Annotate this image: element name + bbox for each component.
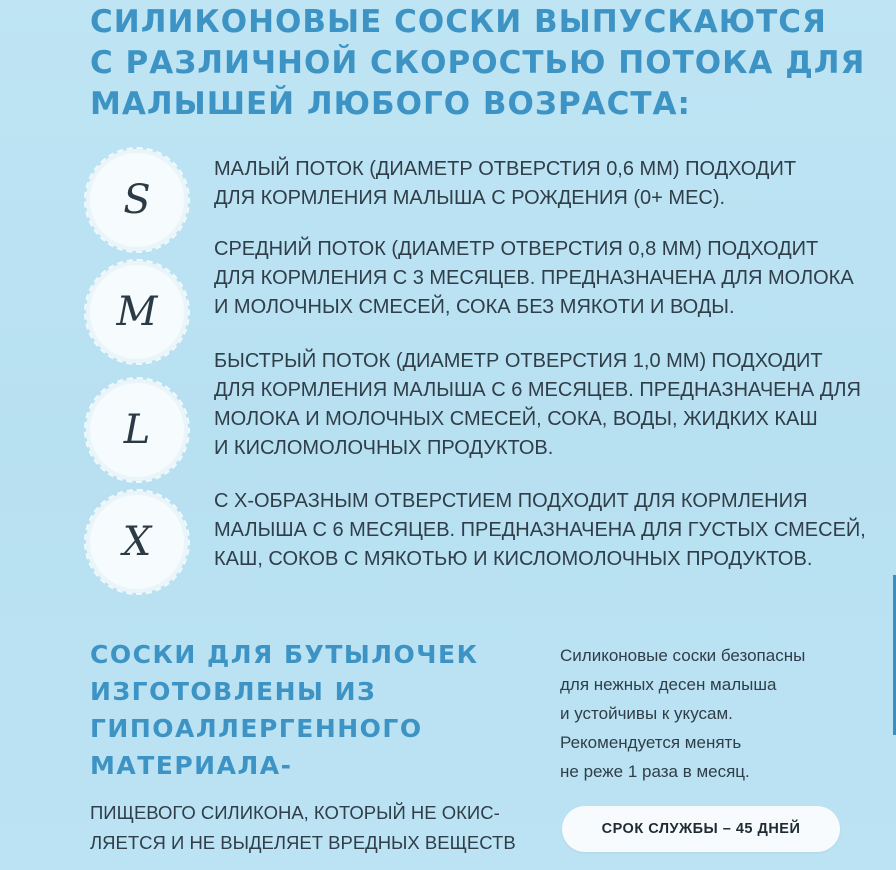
page-title <box>90 2 880 125</box>
size-letter: X <box>122 519 152 565</box>
note-line: и устойчивы к укусам. <box>560 704 733 723</box>
title-line: С РАЗЛИЧНОЙ СКОРОСТЬЮ ПОТОКА ДЛЯ <box>90 45 866 81</box>
flow-description <box>214 155 854 213</box>
flow-description <box>214 347 861 463</box>
service-life-label: СРОК СЛУЖБЫ – 45 ДНЕЙ <box>601 821 801 837</box>
size-letter: L <box>123 407 151 453</box>
title-line: МАЛЫШЕЙ ЛЮБОГО ВОЗРАСТА: <box>90 86 691 122</box>
size-letter: M <box>116 289 158 335</box>
size-badge-x <box>90 495 184 589</box>
size-badge-l <box>90 383 184 477</box>
heading-line: СОСКИ ДЛЯ БУТЫЛОЧЕК <box>90 640 479 669</box>
note-line: для нежных десен малыша <box>560 675 777 694</box>
description-line: ДЛЯ КОРМЛЕНИЯ МАЛЫША С 6 МЕСЯЦЕВ. ПРЕДНАЗНАЧЕНА ДЛЯ <box>214 379 861 401</box>
description-line: ДЛЯ КОРМЛЕНИЯ МАЛЫША С РОЖДЕНИЯ (0+ МЕС). <box>214 187 726 209</box>
note-line: Рекомендуется менять <box>560 733 742 752</box>
flow-description <box>214 235 854 322</box>
material-line: ЛЯЕТСЯ И НЕ ВЫДЕЛЯЕТ ВРЕДНЫХ ВЕЩЕСТВ <box>90 832 516 853</box>
material-description <box>90 798 530 858</box>
heading-line: ИЗГОТОВЛЕНЫ ИЗ <box>90 677 377 706</box>
heading-line: МАТЕРИАЛА- <box>90 751 293 780</box>
safety-note <box>560 641 860 786</box>
size-badge-m <box>90 265 184 359</box>
heading-line: ГИПОАЛЛЕРГЕННОГО <box>90 714 423 743</box>
note-line: Силиконовые соски безопасны <box>560 646 806 665</box>
size-badge-s <box>90 153 184 247</box>
description-line: И КИСЛОМОЛОЧНЫХ ПРОДУКТОВ. <box>214 437 554 459</box>
material-line: ПИЩЕВОГО СИЛИКОНА, КОТОРЫЙ НЕ ОКИС- <box>90 802 500 823</box>
flow-description <box>214 487 866 574</box>
description-line: МОЛОКА И МОЛОЧНЫХ СМЕСЕЙ, СОКА, ВОДЫ, ЖИДКИХ КАШ <box>214 408 818 430</box>
material-heading <box>90 636 530 784</box>
title-line: СИЛИКОНОВЫЕ СОСКИ ВЫПУСКАЮТСЯ <box>90 4 827 40</box>
description-line: СРЕДНИЙ ПОТОК (ДИАМЕТР ОТВЕРСТИЯ 0,8 ММ) ПОДХОДИТ <box>214 238 819 260</box>
description-line: МАЛЫША С 6 МЕСЯЦЕВ. ПРЕДНАЗНАЧЕНА ДЛЯ ГУСТЫХ СМЕСЕЙ, <box>214 519 866 541</box>
description-line: И МОЛОЧНЫХ СМЕСЕЙ, СОКА БЕЗ МЯКОТИ И ВОДЫ. <box>214 296 735 318</box>
description-line: ДЛЯ КОРМЛЕНИЯ С 3 МЕСЯЦЕВ. ПРЕДНАЗНАЧЕНА ДЛЯ МОЛОКА <box>214 267 854 289</box>
note-line: не реже 1 раза в месяц. <box>560 762 750 781</box>
description-line: С Х-ОБРАЗНЫМ ОТВЕРСТИЕМ ПОДХОДИТ ДЛЯ КОРМЛЕНИЯ <box>214 490 808 512</box>
service-life-badge <box>562 806 840 852</box>
description-line: МАЛЫЙ ПОТОК (ДИАМЕТР ОТВЕРСТИЯ 0,6 ММ) ПОДХОДИТ <box>214 158 797 180</box>
description-line: КАШ, СОКОВ С МЯКОТЬЮ И КИСЛОМОЛОЧНЫХ ПРОДУКТОВ. <box>214 548 813 570</box>
size-letter: S <box>123 177 151 223</box>
description-line: БЫСТРЫЙ ПОТОК (ДИАМЕТР ОТВЕРСТИЯ 1,0 ММ) ПОДХОДИТ <box>214 350 823 372</box>
